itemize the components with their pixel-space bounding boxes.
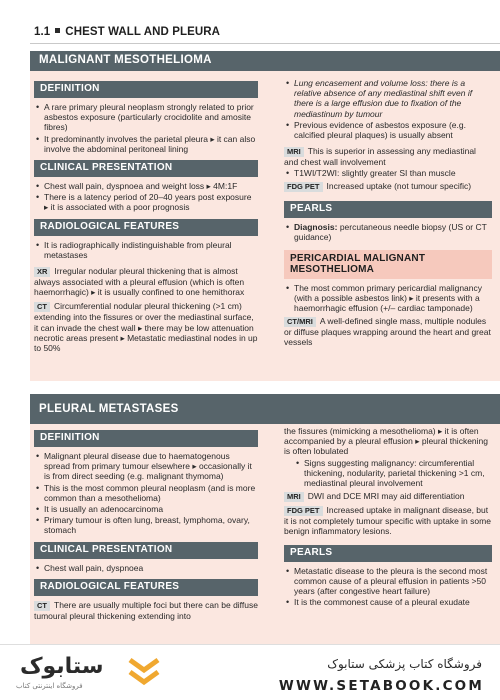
store-name: فروشگاه کتاب پزشکی ستابوک bbox=[327, 657, 482, 671]
mri-tag: MRI bbox=[284, 147, 304, 157]
radiological-features-banner: RADIOLOGICAL FEATURES bbox=[34, 219, 258, 236]
radiological-list bbox=[34, 240, 258, 260]
list-item: • Chest wall pain, dyspnoea and weight loss ▸ 4M:1F bbox=[34, 181, 258, 191]
section-pleural-metastases bbox=[30, 394, 500, 644]
right-column bbox=[284, 78, 492, 351]
clinical-list bbox=[34, 181, 258, 213]
fdg-pet-tag: FDG PET bbox=[284, 182, 323, 192]
pet-paragraph: FDG PET Increased uptake (not tumour specific) bbox=[284, 181, 492, 192]
pet-paragraph: FDG PET Increased uptake in malignant disease, but it is not completely tumour specific with uptake in some benign inflammatory lesions. bbox=[284, 505, 491, 537]
square-bullet-icon bbox=[55, 28, 60, 33]
list-item: • There is a latency period of 20–40 years post exposure ▸ it is associated with a poor prognosis bbox=[34, 192, 258, 212]
list-item: • It is radiographically indistinguishable from pleural metastases bbox=[34, 240, 258, 260]
logo-subtitle: فروشگاه اینترنتی کتاب bbox=[16, 682, 83, 690]
list-item: • Metastatic disease to the pleura is the second most common cause of a pleural effusion in patients >50 years (after congestive heart failure) bbox=[284, 566, 492, 597]
logo-text: ستابوک bbox=[20, 654, 104, 679]
xr-tag: XR bbox=[34, 267, 50, 277]
list-item: • Primary tumour is often lung, breast, lymphoma, ovary, stomach bbox=[34, 515, 258, 535]
section-title: MALIGNANT MESOTHELIOMA bbox=[39, 54, 212, 66]
chapter-title-text: CHEST WALL AND PLEURA bbox=[65, 26, 221, 38]
list-item: • Diagnosis: percutaneous needle biopsy (US or CT guidance) bbox=[284, 222, 492, 242]
clinical-list bbox=[34, 563, 258, 573]
list-item: • Lung encasement and volume loss: there is a relative absence of any mediastinal shift even if there is a large effusion due to fixation of the mediastinum by tumour bbox=[284, 78, 492, 119]
list-item: • It is usually an adenocarcinoma bbox=[34, 504, 258, 514]
list-item: • This is the most common pleural neoplasm (and is more common than a mesothelioma) bbox=[34, 483, 258, 503]
features-list bbox=[284, 78, 492, 140]
clinical-presentation-banner: CLINICAL PRESENTATION bbox=[34, 160, 258, 177]
pearls-banner: PEARLS bbox=[284, 201, 492, 218]
page-header bbox=[0, 0, 500, 50]
section-banner bbox=[30, 51, 500, 71]
pearls-list bbox=[284, 566, 492, 608]
list-item: • It predominantly involves the parietal pleura ▸ it can also involve the abdominal peritoneal lining bbox=[34, 134, 258, 154]
mri-paragraph: MRI DWI and DCE MRI may aid differentiation bbox=[284, 491, 492, 502]
left-column bbox=[34, 430, 258, 625]
pericardial-list bbox=[284, 283, 492, 314]
list-item: • Malignant pleural disease due to haematogenous spread from primary tumour elsewhere ▸ occasionally it is from direct seeding (e.g. malignant thymoma) bbox=[34, 451, 258, 482]
xr-paragraph: XR Irregular nodular pleural thickening that is almost always associated with a pleural effusion (which is often haemorrhagic) ▸ it is usually confined to one hemithorax bbox=[34, 266, 245, 298]
left-column bbox=[34, 81, 258, 357]
section-title: PLEURAL METASTASES bbox=[39, 403, 179, 415]
right-column bbox=[284, 426, 492, 613]
list-item: • Previous evidence of asbestos exposure (e.g. calcified pleural plaques) is usually absent bbox=[284, 120, 492, 140]
list-item: • Signs suggesting malignancy: circumferential thickening, nodularity, parietal thickening >1 cm, mediastinal pleural involvement bbox=[294, 458, 492, 489]
list-item: • A rare primary pleural neoplasm strongly related to prior asbestos exposure (particularly crocidolite and amosite fibres) bbox=[34, 102, 258, 133]
header-rule bbox=[30, 43, 500, 44]
section-malignant-mesothelioma bbox=[30, 51, 500, 381]
list-item: • It is the commonest cause of a pleural exudate bbox=[284, 597, 492, 607]
mri-tag: MRI bbox=[284, 492, 304, 502]
section-banner bbox=[30, 394, 500, 424]
fdg-pet-tag: FDG PET bbox=[284, 506, 323, 516]
ct-mri-paragraph: CT/MRI A well-defined single mass, multiple nodules or diffuse plaques wrapping around the heart and great vessels bbox=[284, 315, 491, 347]
definition-list bbox=[34, 451, 258, 536]
ct-mri-tag: CT/MRI bbox=[284, 317, 316, 327]
signs-list bbox=[284, 458, 492, 489]
chapter-number: 1.1 bbox=[34, 26, 51, 38]
pearls-banner: PEARLS bbox=[284, 545, 492, 562]
list-item: • Chest wall pain, dyspnoea bbox=[34, 563, 258, 573]
definition-list bbox=[34, 102, 258, 154]
pericardial-mesothelioma-banner: PERICARDIAL MALIGNANT MESOTHELIOMA bbox=[284, 250, 492, 279]
list-item: • T1WI/T2WI: slightly greater SI than muscle bbox=[284, 168, 492, 178]
publisher-footer bbox=[0, 644, 500, 700]
ct-paragraph: CT Circumferential nodular pleural thickening (>1 cm) extending into the fissures or over the mediastinal surface, it can invade the chest wall ▸ there may be low attenuation necrotic areas present ▸ Metastatic mediastinal nodes in up to 50% bbox=[34, 301, 258, 354]
definition-banner: DEFINITION bbox=[34, 430, 258, 447]
ct-tag: CT bbox=[34, 601, 50, 611]
mri-list bbox=[284, 168, 492, 178]
clinical-presentation-banner: CLINICAL PRESENTATION bbox=[34, 542, 258, 559]
list-item: • The most common primary pericardial malignancy (with a possible asbestos link) ▸ it presents with a haemorrhagic effusion (+/– cardiac tamponade) bbox=[284, 283, 492, 314]
continued-paragraph: the fissures (mimicking a mesothelioma) ▸ it is often accompanied by a pleural effusion ▸ pleural thickening is often lobulated bbox=[284, 426, 488, 457]
pearls-list bbox=[284, 222, 492, 242]
setabook-logo[interactable] bbox=[6, 652, 168, 694]
ct-tag: CT bbox=[34, 302, 50, 312]
store-url-link[interactable]: WWW.SETABOOK.COM bbox=[278, 678, 484, 694]
chapter-title bbox=[34, 26, 220, 38]
ct-paragraph: CT There are usually multiple foci but there can be diffuse tumoural pleural thickening extending into bbox=[34, 599, 258, 621]
definition-banner: DEFINITION bbox=[34, 81, 258, 98]
mri-paragraph: MRI This is superior in assessing any mediastinal and chest wall involvement bbox=[284, 146, 476, 168]
radiological-features-banner: RADIOLOGICAL FEATURES bbox=[34, 579, 258, 596]
footer-divider bbox=[0, 644, 500, 645]
logo-chevron-icon bbox=[126, 654, 162, 692]
